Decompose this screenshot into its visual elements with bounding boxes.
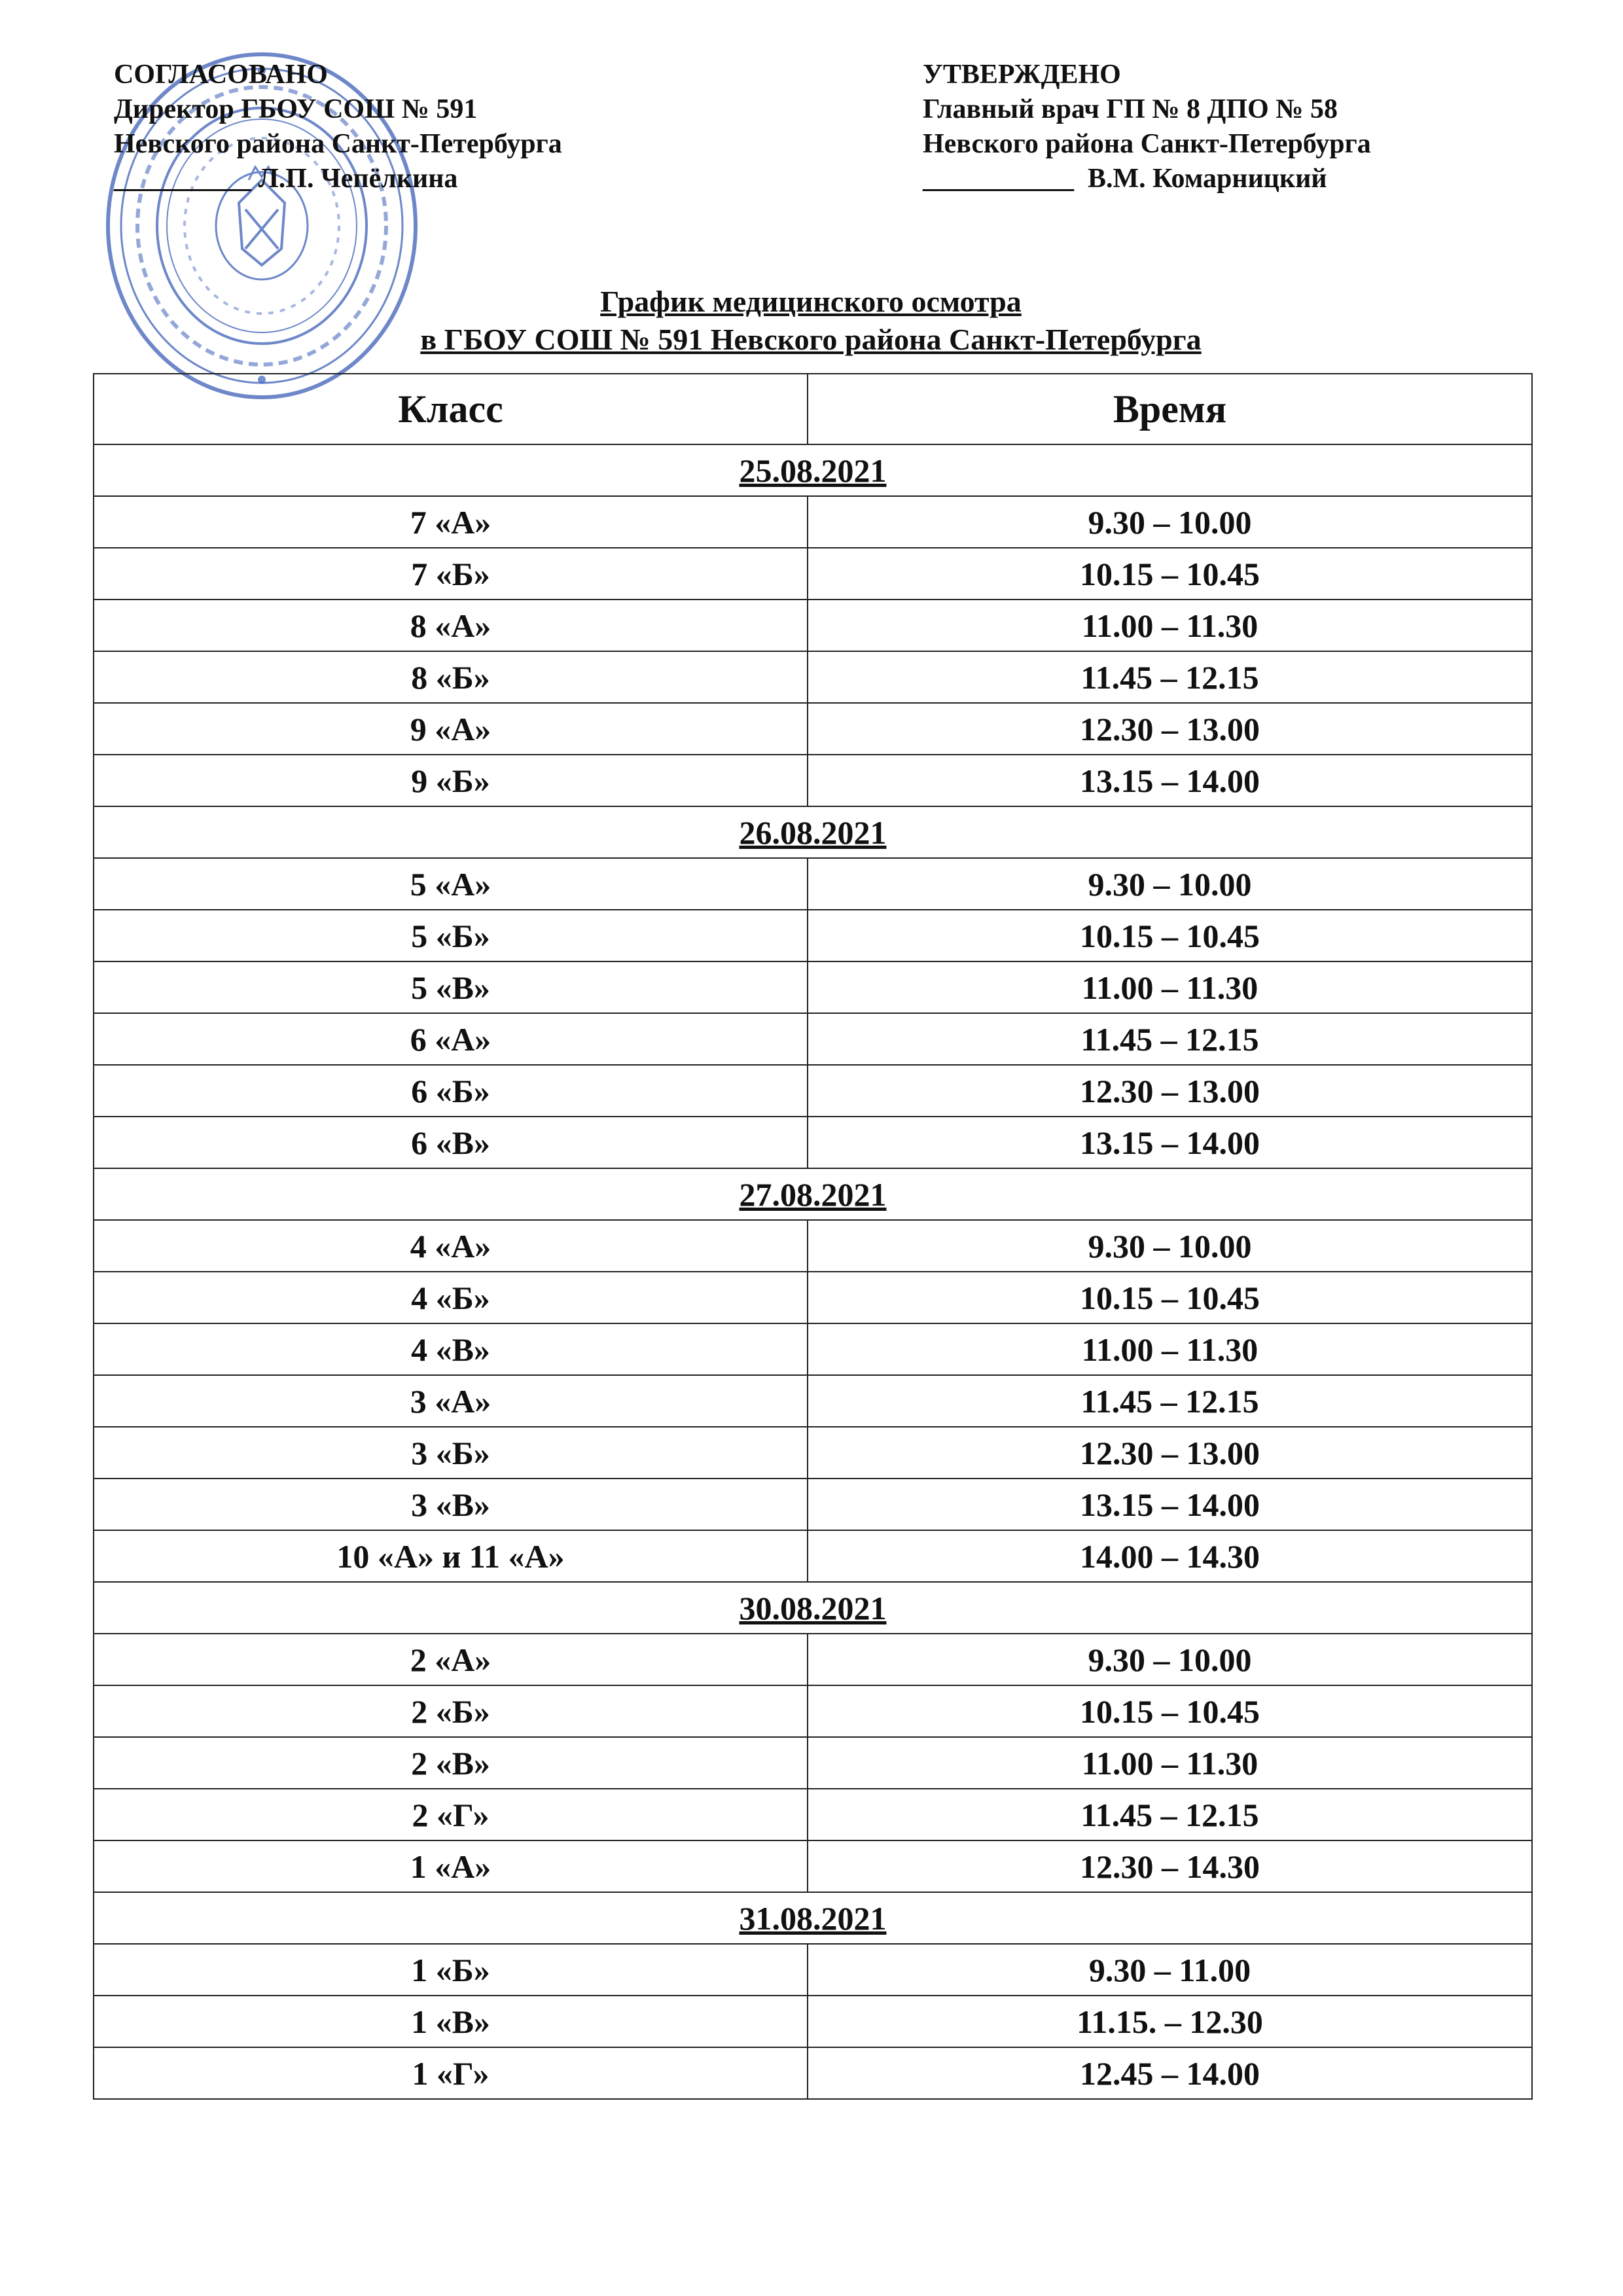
class-cell: 8 «А» <box>94 600 808 651</box>
approval-right-heading: УТВЕРЖДЕНО <box>923 60 1121 90</box>
approval-left-heading: СОГЛАСОВАНО <box>114 60 328 90</box>
class-cell: 6 «В» <box>94 1117 808 1168</box>
table-row <box>94 600 1532 651</box>
table-row <box>94 1789 1532 1840</box>
time-cell: 12.30 – 13.00 <box>808 1427 1532 1479</box>
class-cell: 2 «Г» <box>94 1789 808 1840</box>
table-row <box>94 1996 1532 2047</box>
time-cell: 13.15 – 14.00 <box>808 1117 1532 1168</box>
approval-block-left <box>114 58 703 196</box>
class-cell: 3 «А» <box>94 1375 808 1427</box>
date-cell: 25.08.2021 <box>94 444 1532 496</box>
class-cell: 2 «А» <box>94 1634 808 1685</box>
table-row <box>94 910 1532 961</box>
class-cell: 5 «В» <box>94 961 808 1013</box>
approval-right-line1: Главный врач ГП № 8 ДПО № 58 <box>923 94 1338 124</box>
time-cell: 9.30 – 10.00 <box>808 858 1532 910</box>
table-row <box>94 1479 1532 1530</box>
table-row <box>94 755 1532 806</box>
class-cell: 1 «Б» <box>94 1944 808 1996</box>
time-cell: 13.15 – 14.00 <box>808 755 1532 806</box>
date-cell: 27.08.2021 <box>94 1168 1532 1220</box>
title-line-2: в ГБОУ СОШ № 591 Невского района Санкт-Петербурга <box>420 323 1202 356</box>
table-row <box>94 1737 1532 1789</box>
time-cell: 11.00 – 11.30 <box>808 961 1532 1013</box>
time-cell: 11.45 – 12.15 <box>808 1375 1532 1427</box>
table-row <box>94 1427 1532 1479</box>
date-row <box>94 1892 1532 1944</box>
table-row <box>94 1065 1532 1117</box>
time-cell: 11.00 – 11.30 <box>808 1323 1532 1375</box>
class-cell: 9 «Б» <box>94 755 808 806</box>
class-cell: 8 «Б» <box>94 651 808 703</box>
table-row <box>94 1013 1532 1065</box>
time-cell: 9.30 – 10.00 <box>808 1220 1532 1272</box>
time-cell: 10.15 – 10.45 <box>808 548 1532 600</box>
time-cell: 11.00 – 11.30 <box>808 600 1532 651</box>
title-line-1: График медицинского осмотра <box>600 285 1022 318</box>
table-row <box>94 1530 1532 1582</box>
class-cell: 3 «Б» <box>94 1427 808 1479</box>
table-row <box>94 858 1532 910</box>
table-row <box>94 703 1532 755</box>
approval-block-right <box>923 58 1512 196</box>
document-title <box>114 283 1508 359</box>
time-cell: 9.30 – 10.00 <box>808 496 1532 548</box>
approval-right-line2: Невского района Санкт-Петербурга <box>923 129 1371 159</box>
time-cell: 9.30 – 10.00 <box>808 1634 1532 1685</box>
table-row <box>94 651 1532 703</box>
table-row <box>94 1944 1532 1996</box>
table-row <box>94 1840 1532 1892</box>
date-row <box>94 1582 1532 1634</box>
table-row <box>94 961 1532 1013</box>
date-cell: 31.08.2021 <box>94 1892 1532 1944</box>
class-cell: 6 «Б» <box>94 1065 808 1117</box>
class-cell: 7 «Б» <box>94 548 808 600</box>
class-cell: 10 «А» и 11 «А» <box>94 1530 808 1582</box>
time-cell: 13.15 – 14.00 <box>808 1479 1532 1530</box>
class-cell: 1 «Г» <box>94 2047 808 2099</box>
approval-left-line2: Невского района Санкт-Петербурга <box>114 129 562 159</box>
time-cell: 11.00 – 11.30 <box>808 1737 1532 1789</box>
class-cell: 5 «Б» <box>94 910 808 961</box>
class-cell: 9 «А» <box>94 703 808 755</box>
time-cell: 11.45 – 12.15 <box>808 651 1532 703</box>
approval-right-signature: ___________ В.М. Комарницкий <box>923 164 1327 194</box>
header-class: Класс <box>94 374 808 444</box>
class-cell: 5 «А» <box>94 858 808 910</box>
class-cell: 4 «В» <box>94 1323 808 1375</box>
table-row <box>94 1323 1532 1375</box>
header-time: Время <box>808 374 1532 444</box>
time-cell: 12.30 – 13.00 <box>808 1065 1532 1117</box>
class-cell: 4 «Б» <box>94 1272 808 1323</box>
time-cell: 11.15. – 12.30 <box>808 1996 1532 2047</box>
time-cell: 10.15 – 10.45 <box>808 1685 1532 1737</box>
schedule-table <box>93 373 1533 2100</box>
class-cell: 6 «А» <box>94 1013 808 1065</box>
date-row <box>94 806 1532 858</box>
time-cell: 11.45 – 12.15 <box>808 1013 1532 1065</box>
table-row <box>94 1685 1532 1737</box>
date-row <box>94 444 1532 496</box>
class-cell: 2 «Б» <box>94 1685 808 1737</box>
class-cell: 1 «В» <box>94 1996 808 2047</box>
time-cell: 10.15 – 10.45 <box>808 1272 1532 1323</box>
table-row <box>94 548 1532 600</box>
time-cell: 12.30 – 14.30 <box>808 1840 1532 1892</box>
time-cell: 12.30 – 13.00 <box>808 703 1532 755</box>
table-row <box>94 1375 1532 1427</box>
time-cell: 10.15 – 10.45 <box>808 910 1532 961</box>
class-cell: 7 «А» <box>94 496 808 548</box>
class-cell: 1 «А» <box>94 1840 808 1892</box>
date-cell: 26.08.2021 <box>94 806 1532 858</box>
table-row <box>94 496 1532 548</box>
table-row <box>94 1220 1532 1272</box>
table-row <box>94 2047 1532 2099</box>
time-cell: 12.45 – 14.00 <box>808 2047 1532 2099</box>
table-row <box>94 1117 1532 1168</box>
class-cell: 4 «А» <box>94 1220 808 1272</box>
table-row <box>94 1634 1532 1685</box>
table-row <box>94 1272 1532 1323</box>
date-row <box>94 1168 1532 1220</box>
date-cell: 30.08.2021 <box>94 1582 1532 1634</box>
time-cell: 14.00 – 14.30 <box>808 1530 1532 1582</box>
class-cell: 3 «В» <box>94 1479 808 1530</box>
table-header-row <box>94 374 1532 444</box>
time-cell: 11.45 – 12.15 <box>808 1789 1532 1840</box>
time-cell: 9.30 – 11.00 <box>808 1944 1532 1996</box>
approval-left-signature: __________ Л.П. Чепёлкина <box>114 164 458 194</box>
approval-left-line1: Директор ГБОУ СОШ № 591 <box>114 94 478 124</box>
class-cell: 2 «В» <box>94 1737 808 1789</box>
